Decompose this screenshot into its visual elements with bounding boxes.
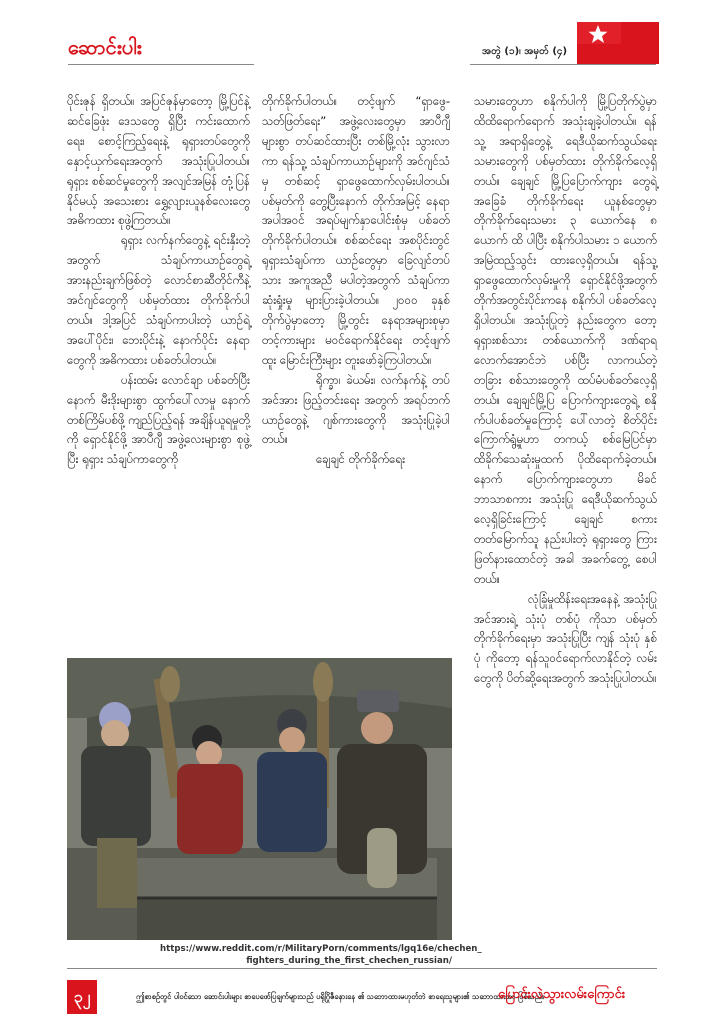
masthead-title: ဆောင်းပါး: [68, 35, 142, 59]
article-photo: [67, 658, 452, 940]
text-column-3: [474, 92, 657, 944]
header-divider-left: [68, 64, 254, 65]
caption-link-line-1[interactable]: https://www.reddit.com/r/MilitaryPorn/comments/lgq16e/chechen_: [160, 944, 482, 954]
page-number: ၃၂: [67, 980, 97, 1014]
issue-number: အတွဲ (၁)၊ အမှတ် (၄): [482, 46, 568, 57]
header-divider-right: [470, 64, 656, 65]
star-icon: [586, 24, 610, 44]
footer-divider: [67, 968, 657, 969]
paragraph: လုံခြုံမှုထိန်းရေးအနေနဲ့ အသုံးပြု အင်အားရဲ့ သုံးပုံ တစ်ပုံ ကိုသာ ပစ်မှတ် တိုက်ခိုက်ရေးမှာ အသုံးပြုပြီး ကျန် သုံးပုံ နှစ်ပုံ ကိုတော့ ရန်သူဝင်ရောက်လာနိုင်တဲ့ လမ်းတွေကို ပိတ်ဆို့ရေးအတွက် အသုံးပြုပါတယ်။: [474, 591, 657, 686]
text-column-2: [262, 92, 450, 652]
page-header: [0, 0, 724, 80]
flag-with-star-icon: [577, 22, 659, 64]
paragraph: ချေချင် တိုက်ခိုက်ရေး: [316, 452, 406, 467]
text-column-1: [67, 92, 250, 652]
caption-link-line-2[interactable]: fighters_during_the_first_chechen_russian/: [246, 956, 452, 966]
paragraph: တိုက်ခိုက်ပါတယ်။ တင့်ဖျက် “ရှာဖွေ-သတ်ဖြတ်ရေး” အဖွဲ့လေးတွေမှာ အာပီဂျီ များစွာ တပ်ဆင်ထားပြီး တစ်မြို့လုံး သွားလာကာ ရန်သူ့ သံချပ်ကာယာဉ်များကို အင်ဂျင်သံမှ တစ်ဆင့် ရှာဖွေထောက်လှမ်းပါတယ်။ ပစ်မှတ်ကို တွေ့ပြီးနောက် တိုက်အမြင့် နေရာ အပါအဝင် အရပ်မျက်နှာပေါင်းစုံမှ ပစ်ခတ် တိုက်ခိုက်ပါတယ်။ စစ်ဆင်ရေး အစပိုင်းတွင် ရုရှားသံချပ်ကာ ယာဉ်တွေမှာ ခြေလျင်တပ်သား အကူအညီ မပါတဲ့အတွက် သံချပ်ကာ ဆုံးရှုံးမှု များပြားခဲ့ပါတယ်။ ၂၀၀၀ ခုနှစ် တိုက်ပွဲမှာတော့ မြို့တွင်း နေရာအများစုမှာ တင့်ကားများ မဝင်ရောက်နိုင်ရေး တင့်ဖျက် ထူး မြောင်းကြီးများ တူးဖော်ခဲ့ကြပါတယ်။: [262, 94, 450, 367]
footer-brand: ပြောင်းလဲသွားလမ်းကြောင်း: [498, 987, 626, 1002]
fighters-in-truck-image: [67, 658, 452, 940]
paragraph: ရိုက္ခာ၊ ခဲယမ်း၊ လက်နက်နဲ့ တပ်အင်အား ဖြည့်တင်းရေး အတွက် အရပ်ဘက် ယာဉ်တွေနဲ့ ဂျစ်ကားတွေကို အသုံးပြုခဲ့ပါတယ်။: [262, 372, 450, 447]
footer-disclaimer: ဤစာစဉ်တွင် ပါဝင်သော ဆောင်းပါးများ စာပေဖော်ပြချက်များသည် ပရိုဂြိုဇီခနားနေ ၏ သဘောထားမဟုတ်ဘဲ စာရေးသူများ၏ သဘောထားသာ ဖြစ်သည်။: [136, 992, 545, 1001]
paragraph: ရုရှား လက်နက်တွေနဲ့ ရင်းနှီးတဲ့အတွက် သံချပ်ကာယာဉ်တွေရဲ့ အားနည်းချက်ဖြစ်တဲ့ လောင်စာဆီတိုင်ကီနဲ့ အင်ဂျင်တွေကို ပစ်မှတ်ထား တိုက်ခိုက်ပါတယ်။ ဒါ့အပြင် သံချပ်ကာပါးတဲ့ ယာဉ်ရဲ့ အပေါ်ပိုင်း၊ ဘေးပိုင်းနဲ့ နောက်ပိုင်း နေရာတွေကို အဓိကထား ပစ်ခတ်ပါတယ်။: [67, 233, 250, 367]
paragraph: ပန်းထမ်း လောင်ချာ ပစ်ခတ်ပြီးနောက် မီးဒိုးများစွာ ထွက်ပေါ်လာမှု နောက်တစ်ကြိမ်ပစ်ဖို့ ကျည်ပြည့်ရန် အချိန်ယူရမှုတို့ကို ရှောင်နိုင်ဖို့ အာပီဂျီ အဖွဲ့လေးများစွာ စုဖွဲ့ပြီး ရုရှား သံချပ်ကာတွေကို: [67, 372, 250, 467]
paragraph: သမားတွေဟာ စနိုက်ပါကို မြို့ပြတိုက်ပွဲမှာ ထိထိရောက်ရောက် အသုံးချခဲ့ပါတယ်။ ရန်သူ့ အရာရှိတွေနဲ့ ရေဒီယိုဆက်သွယ်ရေးသမားတွေကို ပစ်မှတ်ထား တိုက်ခိုက်လေ့ရှိတယ်။ ချေချင် မြို့ပြပြောက်ကျား တွေရဲ့ အခြေခံ တိုက်ခိုက်ရေး ယူနစ်တွေမှာ တိုက်ခိုက်ရေးသမား ၃ ယောက်နေ ၈ ယောက် ထိ ပါပြီး စနိုက်ပါသမား ၁ ယောက် အမြဲထည့်သွင်း ထားလေ့ရှိတယ်။ ရန်သူ့ ရှာဖွေထောက်လှမ်းမှုကို ရှောင်နိုင်ဖို့အတွက် တိုက်အတွင်းပိုင်းကနေ စနိုက်ပါ ပစ်ခတ်လေ့ရှိပါတယ်။ အသုံးပြုတဲ့ နည်းတွေက တော့ ရုရှားစစ်သား တစ်ယောက်ကို ဒဏ်ရာရလောက်အောင်ဘဲ ပစ်ပြီး လာကယ်တဲ့ တခြား စစ်သားတွေကို ထပ်မံပစ်ခတ်လေ့ရှိတယ်။ ချေချင်မြို့ပြ ပြောက်ကျားတွေရဲ့ စနိုက်ပါပစ်ခတ်မှုကြောင့် ပေါ်လာတဲ့ စိတ်ပိုင်း ကြောက်ရွံ့မှုဟာ တကယ့် စစ်မြေပြင်မှာ ထိခိုက်သေဆုံးမှုထက် ပိုထိရောက်ခဲ့တယ်။ နောက် ပြောက်ကျားတွေဟာ မိခင်ဘာသာစကား အသုံးပြု ရေဒီယိုဆက်သွယ်လေ့ရှိခြင်းကြောင့် ချေချင် စကားတတ်မြောက်သူ နည်းပါးတဲ့ ရုရှားတွေ ကြားဖြတ်နားထောင်တဲ့ အခါ အခက်တွေ့ စေပါတယ်။: [474, 94, 657, 586]
photo-caption: [160, 943, 482, 967]
paragraph: ပိုင်းဇုန် ရှိတယ်။ အပြင်ဇုန်မှာတော့ မြို့ပြင်နဲ့ ဆင်ခြေဖုံး ဒေသတွေ ရှိပြီး ကင်းထောက်ရေး၊ စောင့်ကြည့်ရေးနဲ့ ရုရှားတပ်တွေကို နှောင့်ယှက်ရေးအတွက် အသုံးပြုပါတယ်။ ရုရှား စစ်ဆင်မှုတွေကို အလျင်အမြန် တုံ့ပြန်နိုင်မယ့် အသေးစား ရွှေ့လျားယူနစ်လေးတွေ အဓိကထား စုဖွဲ့ကြတယ်။: [67, 94, 250, 228]
